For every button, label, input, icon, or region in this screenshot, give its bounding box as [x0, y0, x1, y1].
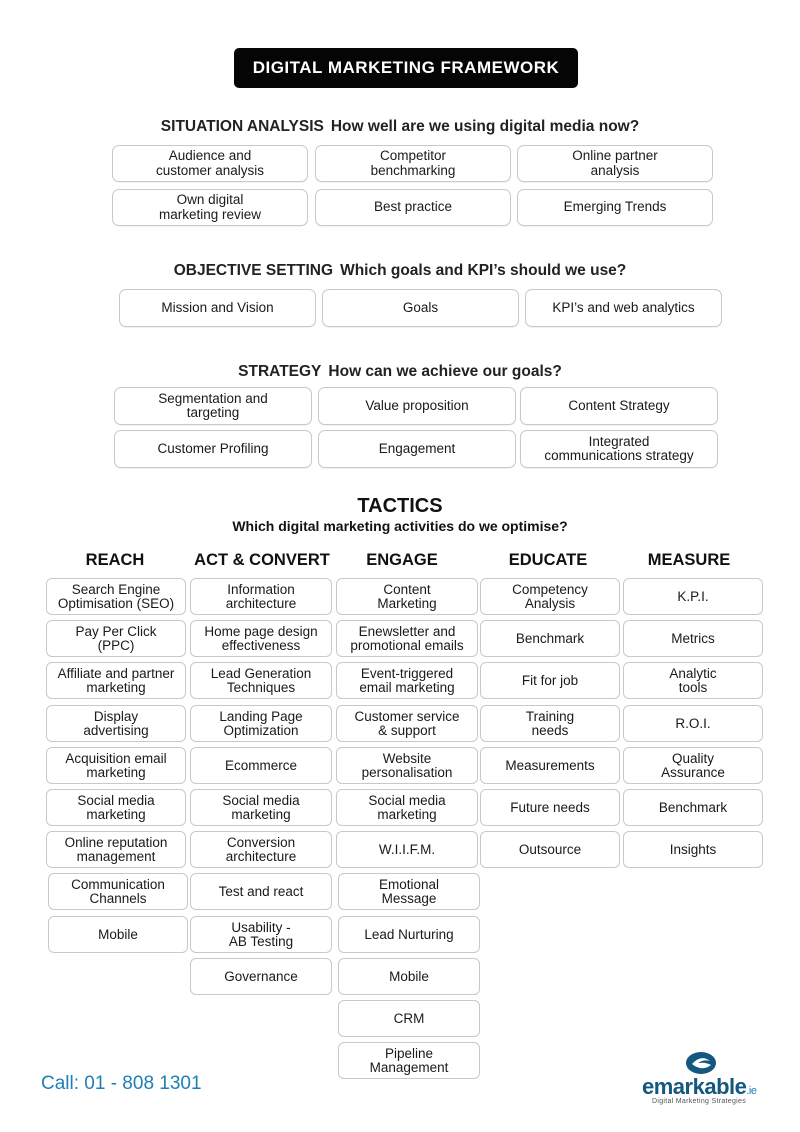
tactic-item-line: Channels: [89, 890, 147, 906]
tactic-item-text: [512, 583, 588, 611]
situation-box-line: customer analysis: [155, 162, 265, 178]
situation-box: [112, 145, 308, 182]
tactic-item-line: Fit for job: [521, 672, 579, 688]
situation-box-text: [572, 149, 658, 178]
situation-box-line: marketing review: [158, 206, 262, 222]
tactics-title: TACTICS: [357, 495, 443, 517]
tactic-item-text: [354, 710, 459, 738]
tactic-item-line: advertising: [83, 722, 149, 738]
tactic-item-line: Content: [383, 581, 431, 597]
tactic-item: [190, 958, 332, 995]
tactic-item-text: [219, 885, 304, 899]
objective-heading: [0, 262, 800, 280]
tactic-item-text: [58, 667, 175, 695]
tactic-item: [480, 831, 620, 868]
tactic-item-text: [659, 801, 727, 815]
strategy-box-line: Segmentation and: [158, 390, 268, 406]
tactic-column-heading: ENGAGE: [366, 551, 438, 569]
tactic-item-line: Display: [93, 708, 139, 724]
tactic-column-heading: EDUCATE: [508, 551, 588, 569]
tactic-item-line: Lead Generation: [210, 665, 312, 681]
tactic-item-text: [83, 710, 148, 738]
tactic-item: [336, 578, 478, 615]
tactic-item-line: Emotional: [378, 876, 440, 892]
tactic-item-line: Information: [227, 581, 295, 597]
tactic-item: [623, 831, 763, 868]
strategy-box: [318, 387, 516, 425]
strategy-heading-key: STRATEGY: [238, 363, 322, 380]
tactic-item-line: management: [76, 848, 156, 864]
tactics-subtitle: Which digital marketing activities do we optimise?: [232, 518, 568, 534]
tactic-item: [190, 831, 332, 868]
tactic-item-line: Marketing: [377, 595, 437, 611]
tactic-item-line: architecture: [225, 595, 297, 611]
tactic-item-line: Pay Per Click: [75, 623, 157, 639]
tactic-item-line: Message: [381, 890, 437, 906]
tactic-item-line: Management: [369, 1059, 449, 1075]
situation-box-text: [159, 193, 261, 222]
strategy-box: [520, 430, 718, 468]
tactic-item-line: Communication: [71, 876, 165, 892]
tactic-item-line: marketing: [377, 806, 437, 822]
situation-box: [112, 189, 308, 226]
strategy-box-line: Value proposition: [365, 397, 469, 413]
tactic-item: [48, 873, 188, 910]
strategy-box-line: Content Strategy: [568, 397, 670, 413]
situation-box-line: Competitor: [379, 148, 446, 163]
tactic-item: [338, 1042, 480, 1079]
strategy-heading: [0, 363, 800, 381]
tactic-item-line: Training: [525, 708, 575, 724]
tactic-item-text: [519, 843, 581, 857]
tactic-item-line: Mobile: [389, 968, 429, 984]
tactic-item-text: [224, 970, 298, 984]
tactic-item: [336, 831, 478, 868]
tactic-item-text: [675, 717, 710, 731]
tactic-column-heading: ACT & CONVERT: [194, 551, 330, 569]
tactic-item: [190, 705, 332, 742]
tactic-item-text: [222, 794, 299, 822]
situation-heading: [0, 118, 800, 136]
objective-heading-key: OBJECTIVE SETTING: [173, 262, 334, 279]
tactic-item-text: [661, 752, 725, 780]
tactic-item: [190, 747, 332, 784]
strategy-box-line: Customer Profiling: [157, 440, 269, 456]
tactic-item: [336, 662, 478, 699]
strategy-box-text: [544, 435, 693, 464]
tactic-item-line: Enewsletter and: [358, 623, 456, 639]
tactic-item-text: [370, 1047, 449, 1075]
objective-box: [525, 289, 722, 327]
tactic-item-text: [505, 759, 594, 773]
tactic-item-text: [394, 1012, 425, 1026]
situation-box-line: benchmarking: [370, 162, 456, 178]
situation-heading-key: SITUATION ANALYSIS: [160, 118, 324, 135]
tactic-item-line: Governance: [224, 968, 298, 984]
objective-box-text: [161, 301, 273, 316]
tactic-item-text: [219, 710, 302, 738]
tactic-item: [46, 705, 186, 742]
tactic-item: [338, 916, 480, 953]
situation-box-line: Audience and: [168, 148, 252, 163]
tactic-item: [480, 747, 620, 784]
situation-box-text: [564, 200, 667, 215]
tactic-item-text: [226, 836, 297, 864]
objective-box: [119, 289, 316, 327]
tactic-item-line: & support: [378, 722, 436, 738]
tactic-item-line: marketing: [86, 764, 146, 780]
tactic-item: [336, 789, 478, 826]
tactic-item-line: marketing: [86, 806, 146, 822]
tactic-item-text: [364, 928, 453, 942]
tactic-item-line: Insights: [669, 841, 717, 857]
tactic-item-line: Website: [382, 750, 432, 766]
tactic-item-line: Social media: [368, 792, 446, 808]
tactic-item-text: [58, 583, 174, 611]
tactic-item-text: [204, 625, 317, 653]
tactic-item-line: R.O.I.: [675, 715, 711, 731]
tactic-item-line: K.P.I.: [677, 588, 709, 604]
tactic-item: [48, 916, 188, 953]
situation-box: [517, 189, 713, 226]
tactic-item-line: Measurements: [505, 757, 595, 773]
tactic-item: [623, 789, 763, 826]
tactic-item-line: effectiveness: [221, 637, 301, 653]
tactic-item-line: Home page design: [204, 623, 318, 639]
tactic-item-line: personalisation: [361, 764, 453, 780]
strategy-box-line: targeting: [186, 405, 240, 420]
strategy-box-text: [158, 392, 268, 421]
tactic-item: [46, 789, 186, 826]
tactic-item-line: Quality: [671, 750, 714, 766]
page-title: [234, 48, 578, 88]
tactic-item-line: Competency: [512, 581, 588, 597]
situation-box: [517, 145, 713, 182]
tactic-item-line: needs: [531, 722, 569, 738]
strategy-box-text: [157, 442, 268, 457]
situation-box-text: [371, 149, 456, 178]
situation-box-line: analysis: [590, 162, 640, 178]
objective-box-line: Mission and Vision: [161, 299, 274, 315]
tactic-item: [190, 578, 332, 615]
tactic-item-line: Ecommerce: [224, 757, 297, 773]
tactic-item-line: Benchmark: [515, 630, 585, 646]
tactic-item: [46, 620, 186, 657]
strategy-box: [520, 387, 718, 425]
tactic-item-line: AB Testing: [228, 933, 294, 949]
tactic-item: [336, 747, 478, 784]
tactic-item: [46, 831, 186, 868]
tactic-item-line: Analytic: [669, 665, 717, 681]
tactic-item: [46, 662, 186, 699]
tactic-item-line: marketing: [231, 806, 291, 822]
tactic-item: [190, 873, 332, 910]
tactic-item: [190, 662, 332, 699]
tactic-item-line: Test and react: [218, 883, 304, 899]
tactic-item-line: Pipeline: [384, 1045, 434, 1061]
strategy-box: [114, 387, 312, 425]
objective-box-text: [403, 301, 438, 316]
situation-box: [315, 145, 511, 182]
strategy-box-line: Integrated: [588, 433, 650, 449]
tactic-item: [480, 705, 620, 742]
tactic-item: [623, 747, 763, 784]
tactic-item-line: architecture: [225, 848, 297, 864]
company-logo: [640, 1050, 765, 1110]
tactic-item: [46, 578, 186, 615]
tactic-item: [336, 705, 478, 742]
tactic-item-line: Conversion: [226, 834, 296, 850]
tactic-item: [190, 789, 332, 826]
tactic-item-text: [670, 843, 717, 857]
logo-name: emarkable: [642, 1074, 747, 1099]
situation-box: [315, 189, 511, 226]
tactic-item: [338, 873, 480, 910]
tactic-item-line: Analysis: [524, 595, 576, 611]
strategy-box-text: [365, 399, 468, 414]
strategy-box-text: [568, 399, 669, 414]
tactic-item: [480, 789, 620, 826]
tactic-item-line: Search Engine: [71, 581, 161, 597]
tactic-item-line: Benchmark: [658, 799, 728, 815]
tactic-item-text: [379, 843, 435, 857]
tactic-item: [190, 916, 332, 953]
tactic-item-text: [65, 752, 166, 780]
tactic-item-text: [359, 667, 454, 695]
tactic-item-line: Social media: [77, 792, 155, 808]
strategy-box-text: [379, 442, 456, 457]
tactic-item: [46, 747, 186, 784]
tactic-item-line: Outsource: [518, 841, 582, 857]
tactic-item-line: Event-triggered: [360, 665, 454, 681]
tactic-item-text: [669, 667, 716, 695]
situation-box-line: Emerging Trends: [563, 199, 667, 215]
tactic-item: [336, 620, 478, 657]
tactic-item-text: [65, 836, 168, 864]
tactic-item-line: promotional emails: [350, 637, 464, 653]
objective-box-line: KPI’s and web analytics: [552, 299, 695, 315]
tactic-item-line: Techniques: [226, 679, 296, 695]
tactic-item-line: Metrics: [671, 630, 715, 646]
tactic-item: [480, 578, 620, 615]
call-phone-number: Call: 01 - 808 1301: [41, 1073, 202, 1094]
tactic-item-text: [226, 583, 297, 611]
tactic-item-line: Mobile: [98, 926, 138, 942]
strategy-heading-question: How can we achieve our goals?: [328, 363, 562, 380]
tactic-item: [623, 705, 763, 742]
tactic-item-line: Online reputation: [64, 834, 168, 850]
objective-box: [322, 289, 519, 327]
tactic-item-line: Social media: [222, 792, 300, 808]
tactic-item-line: Lead Nurturing: [364, 926, 454, 942]
strategy-box-line: Engagement: [378, 440, 456, 456]
tactic-item: [480, 662, 620, 699]
tactic-item: [623, 620, 763, 657]
tactic-item-text: [225, 759, 297, 773]
tactic-item-line: Customer service: [354, 708, 460, 724]
tactic-item-line: Future needs: [510, 799, 590, 815]
logo-tld: .ie: [746, 1085, 757, 1097]
tactic-item-line: email marketing: [359, 679, 455, 695]
logo-wordmark: [642, 1074, 756, 1100]
tactic-item: [480, 620, 620, 657]
tactic-item-line: tools: [678, 679, 708, 695]
tactic-item-line: W.I.I.F.M.: [378, 841, 436, 857]
tactic-item-line: Optimisation (SEO): [57, 595, 175, 611]
tactic-item-text: [362, 752, 453, 780]
tactic-item-text: [98, 928, 138, 942]
logo-swirl-icon: [684, 1050, 718, 1076]
tactic-item-line: Optimization: [223, 722, 299, 738]
objective-box-text: [552, 301, 694, 316]
tactic-item-text: [522, 674, 578, 688]
situation-box-line: Own digital: [176, 192, 244, 207]
tactic-item-text: [379, 878, 439, 906]
tactic-item-text: [71, 878, 165, 906]
logo-tagline: Digital Marketing Strategies: [652, 1098, 746, 1105]
tactic-item-text: [368, 794, 445, 822]
tactic-item-text: [677, 590, 708, 604]
tactic-item: [623, 578, 763, 615]
tactic-item-text: [350, 625, 463, 653]
tactic-item-line: (PPC): [97, 637, 135, 653]
tactic-item-line: marketing: [86, 679, 146, 695]
tactic-column-heading: REACH: [85, 551, 145, 569]
tactic-item-line: CRM: [393, 1010, 425, 1026]
situation-heading-question: How well are we using digital media now?: [330, 118, 640, 135]
tactic-item-line: Acquisition email: [65, 750, 167, 766]
tactic-item-line: Usability -: [231, 919, 291, 935]
tactic-item: [338, 958, 480, 995]
tactic-item: [623, 662, 763, 699]
tactic-item: [190, 620, 332, 657]
strategy-box-line: communications strategy: [544, 448, 694, 463]
objective-heading-question: Which goals and KPI’s should we use?: [340, 262, 627, 279]
tactic-item-text: [229, 921, 293, 949]
tactic-item-text: [75, 625, 156, 653]
tactic-item-text: [77, 794, 154, 822]
tactic-item-text: [526, 710, 574, 738]
situation-box-text: [374, 200, 452, 215]
tactic-item-line: Affiliate and partner: [57, 665, 175, 681]
tactic-item-text: [510, 801, 590, 815]
page-title-text: DIGITAL MARKETING FRAMEWORK: [252, 58, 560, 77]
tactic-item-text: [389, 970, 429, 984]
tactic-item-text: [377, 583, 436, 611]
tactic-item-line: Assurance: [661, 764, 725, 780]
tactic-item-text: [671, 632, 715, 646]
strategy-box: [318, 430, 516, 468]
objective-box-line: Goals: [402, 299, 439, 315]
tactic-item: [338, 1000, 480, 1037]
strategy-box: [114, 430, 312, 468]
situation-box-text: [156, 149, 264, 178]
tactic-item-line: Landing Page: [219, 708, 303, 724]
tactic-item-text: [211, 667, 312, 695]
tactic-column-heading: MEASURE: [647, 551, 731, 569]
situation-box-line: Best practice: [373, 199, 453, 215]
situation-box-line: Online partner: [572, 148, 658, 163]
tactic-item-text: [516, 632, 584, 646]
